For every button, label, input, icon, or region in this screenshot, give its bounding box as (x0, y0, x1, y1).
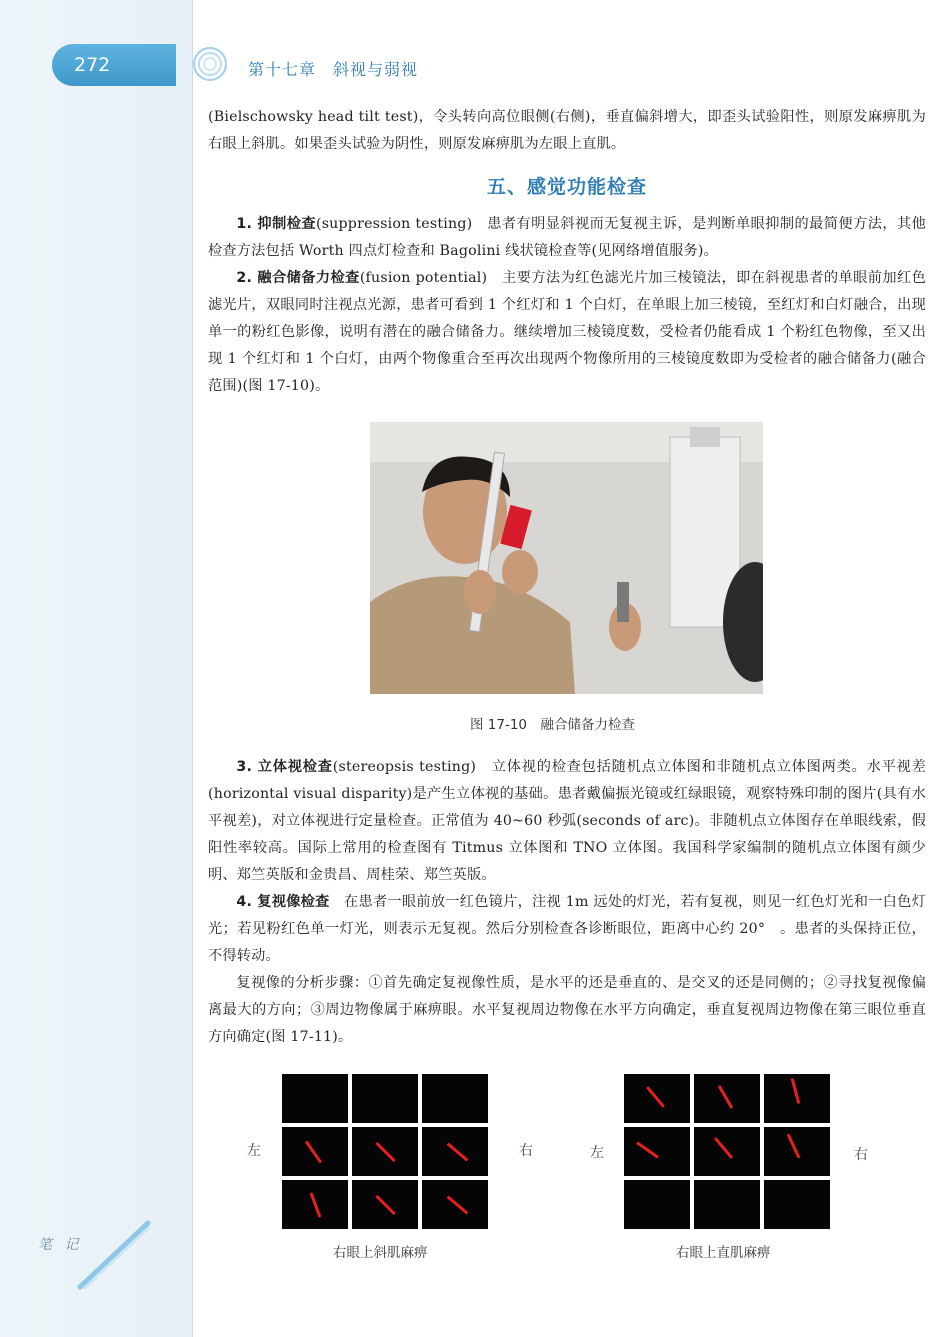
gaze-cell (422, 1127, 488, 1176)
notes-label: 笔 记 (38, 1237, 83, 1253)
left-label-a: 左 (247, 1143, 261, 1159)
gaze-cell (282, 1180, 348, 1229)
gaze-cell (624, 1180, 690, 1229)
gaze-cell (352, 1180, 418, 1229)
gaze-cell (282, 1127, 348, 1176)
analysis-paragraph: 复视像的分析步骤：①首先确定复视像性质，是水平的还是垂直的、是交叉的还是同侧的；②寻找复视像偏离最大的方向；③周边物像属于麻痹眼。水平复视周边物像在水平方向确定，垂直复视周边物像在第三眼位垂直方向确定(图 17-11)。 (208, 975, 926, 1045)
gaze-cell (352, 1074, 418, 1123)
page-number-badge: 272 (52, 44, 176, 86)
gaze-cell (624, 1074, 690, 1123)
gaze-cell (352, 1127, 418, 1176)
red-image-bar (718, 1085, 734, 1109)
red-image-bar (636, 1141, 659, 1158)
item-title: 3. 立体视检查 (236, 759, 333, 775)
right-label-b: 右 (854, 1147, 868, 1163)
gaze-cell (694, 1180, 760, 1229)
right-label-a: 右 (519, 1143, 533, 1159)
gaze-cell (422, 1180, 488, 1229)
red-image-bar (447, 1142, 469, 1161)
item-title: 4. 复视像检查 (236, 894, 330, 910)
red-image-bar (791, 1078, 801, 1104)
panel-a-caption: 右眼上斜肌麻痹 (333, 1245, 428, 1261)
item-text: 在患者一眼前放一红色镜片，注视 1m 远处的灯光，若有复视，则见一红色灯光和一白色灯光；若见粉红色单一灯光，则表示无复视。然后分别检查各诊断眼位，距离中心约 20° 。患者的头保持正位，不得转动。 (208, 894, 926, 964)
gaze-cell (624, 1127, 690, 1176)
intro-paragraph: (Bielschowsky head tilt test)，令头转向高位眼侧(右侧)，垂直偏斜增大，即歪头试验阳性，则原发麻痹肌为右眼上斜肌。如果歪头试验为阴性，则原发麻痹肌为左眼上直肌。 (208, 109, 926, 152)
gaze-cell (764, 1180, 830, 1229)
red-image-bar (375, 1195, 396, 1216)
item-text: (fusion potential) 主要方法为红色滤光片加三棱镜法，即在斜视患者的单眼前加红色滤光片，双眼同时注视点光源，患者可看到 1 个红灯和 1 个白灯，在单眼上加三棱镜，至红灯和白灯融合，出现单一的粉红色影像，说明有潜在的融合储备力。继续增加三棱镜度数，受检者仍能看成 1 个粉红色物像，至又出现 1 个红灯和 1 个白灯，由两个物像重合至再次出现两个物像所用的三棱镜度数即为受检者的融合储备力(融合范围)(图 17-10)。 (208, 270, 926, 394)
fusion-test-photo (370, 422, 763, 694)
left-label-b: 左 (590, 1145, 604, 1161)
swirl-logo-icon (190, 44, 230, 84)
figure-17-10-caption: 图 17-10 融合储备力检查 (470, 717, 636, 733)
item-diplopia (208, 889, 926, 970)
chapter-header: 第十七章 斜视与弱视 (248, 60, 419, 79)
section-title: 五、感觉功能检查 (486, 176, 647, 198)
gaze-cell (764, 1127, 830, 1176)
margin-sidebar (0, 0, 193, 1337)
red-image-bar (310, 1192, 322, 1217)
item-title: 1. 抑制检查 (236, 216, 316, 232)
red-image-bar (375, 1142, 396, 1163)
gaze-cell (694, 1127, 760, 1176)
item-text: (stereopsis testing) 立体视的检查包括随机点立体图和非随机点立体图两类。水平视差(horizontal visual disparity)是产生立体视的基础。患者戴偏振光镜或红绿眼镜，观察特殊印制的图片(具有水平视差)，对立体视进行定量检查。正常值为 40~60 秒弧(seconds of arc)。非随机点立体图存在单眼线索，假阳性率较高。国际上常用的检查图有 Titmus 立体图和 TNO 立体图。我国科学家编制的随机点立体图有颜少明、郑竺英版和金贵昌、周桂荣、郑竺英版。 (208, 759, 926, 883)
pen-icon (70, 1215, 160, 1295)
gaze-cell (282, 1074, 348, 1123)
item-fusion (208, 265, 926, 400)
diplopia-grid-a (282, 1074, 488, 1229)
gaze-cell (764, 1074, 830, 1123)
item-stereopsis (208, 754, 926, 889)
item-text: (suppression testing) 患者有明显斜视而无复视主诉，是判断单眼抑制的最简便方法，其他检查方法包括 Worth 四点灯检查和 Bagolini 线状镜检查等(见网络增值服务)。 (208, 216, 926, 259)
panel-b-caption: 右眼上直肌麻痹 (676, 1245, 771, 1261)
item-title: 2. 融合储备力检查 (236, 270, 360, 286)
red-image-bar (714, 1137, 733, 1159)
red-image-bar (646, 1086, 665, 1108)
gaze-cell (422, 1074, 488, 1123)
diplopia-grid-b (624, 1074, 830, 1229)
gaze-cell (694, 1074, 760, 1123)
red-image-bar (787, 1134, 801, 1159)
red-image-bar (305, 1140, 322, 1163)
item-suppression (208, 211, 926, 265)
red-image-bar (447, 1195, 469, 1214)
